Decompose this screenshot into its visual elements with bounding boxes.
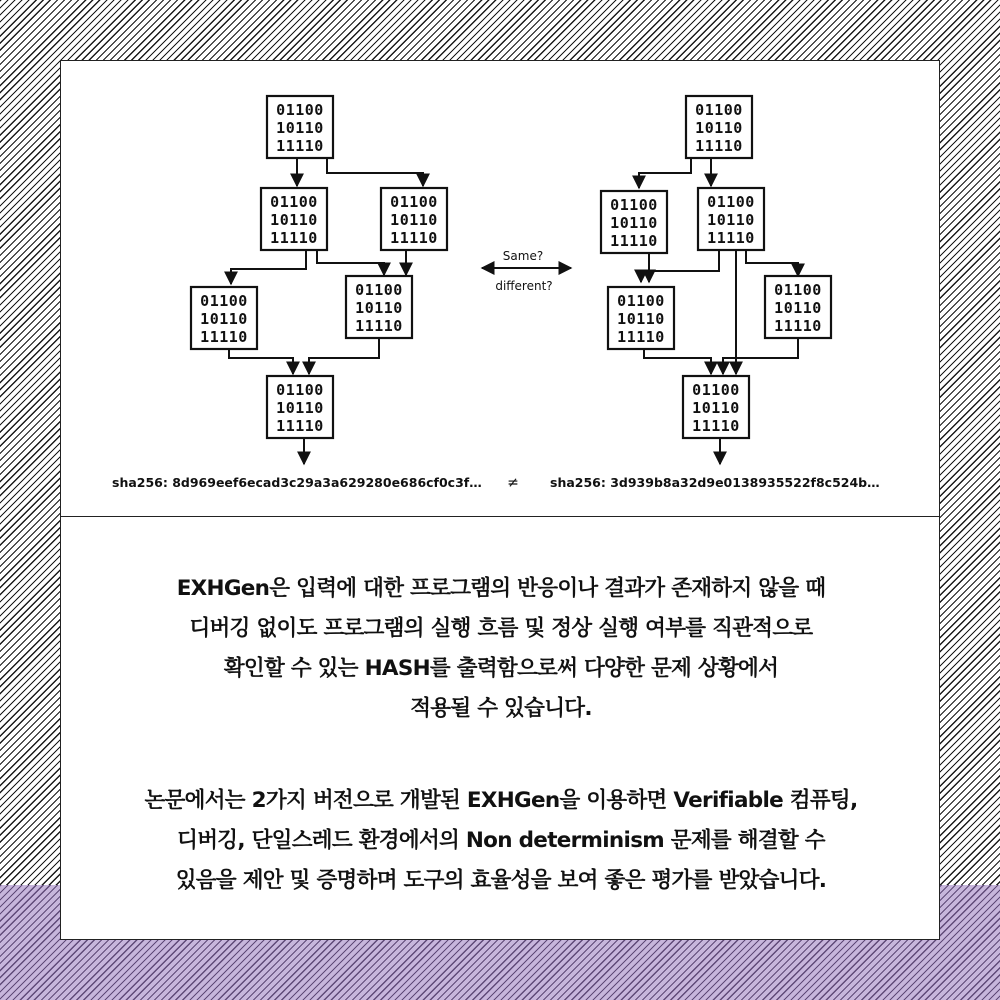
left-block-low-b (346, 276, 412, 338)
block-binary-line: 10110 (707, 211, 755, 229)
block-binary-line: 01100 (610, 196, 658, 214)
block-binary-line: 10110 (695, 119, 743, 137)
block-binary-line: 10110 (276, 119, 324, 137)
paragraph-2-line: 디버깅, 단일스레드 환경에서의 Non determinism 문제를 해결할 수 (177, 828, 825, 853)
left-block-mid-b (381, 188, 447, 250)
block-binary-line: 01100 (695, 101, 743, 119)
hash-comparison-diagram (61, 61, 941, 516)
left-block-root (267, 96, 333, 158)
right-block-low-b (765, 276, 831, 338)
block-binary-line: 10110 (774, 299, 822, 317)
block-binary-line: 11110 (695, 137, 743, 155)
paragraph-1-line: 디버깅 없이도 프로그램의 실행 흐름 및 정상 실행 여부를 직관적으로 (189, 616, 813, 641)
block-binary-line: 01100 (390, 193, 438, 211)
block-binary-line: 10110 (200, 310, 248, 328)
block-binary-line: 10110 (610, 214, 658, 232)
block-binary-line: 10110 (617, 310, 665, 328)
block-binary-line: 11110 (270, 229, 318, 247)
block-binary-line: 01100 (355, 281, 403, 299)
block-binary-line: 11110 (276, 417, 324, 435)
card-divider (61, 516, 939, 517)
block-binary-line: 11110 (390, 229, 438, 247)
paragraph-1-line: EXHGen은 입력에 대한 프로그램의 반응이나 결과가 존재하지 않을 때 (176, 576, 826, 601)
right-block-low-a (608, 287, 674, 349)
right-block-mid-b (698, 188, 764, 250)
same-question-label: Same? (502, 249, 544, 263)
block-binary-line: 01100 (774, 281, 822, 299)
paragraph-1-line: 확인할 수 있는 HASH를 출력함으로써 다양한 문제 상황에서 (223, 656, 779, 681)
different-question-label: different? (495, 279, 553, 293)
block-binary-line: 01100 (200, 292, 248, 310)
left-block-output (267, 376, 333, 438)
content-card (60, 60, 940, 940)
block-binary-line: 11110 (774, 317, 822, 335)
block-binary-line: 01100 (692, 381, 740, 399)
left-hash-label: sha256: 8d969eef6ecad3c29a3a629280e686cf0c3f… (112, 475, 482, 490)
right-block-output (683, 376, 749, 438)
paragraph-2-line: 논문에서는 2가지 버전으로 개발된 EXHGen을 이용하면 Verifiable 컴퓨팅, (144, 788, 858, 813)
paragraph-2-line: 있음을 제안 및 증명하며 도구의 효율성을 보여 좋은 평가를 받았습니다. (175, 868, 827, 893)
block-binary-line: 01100 (276, 101, 324, 119)
block-binary-line: 10110 (355, 299, 403, 317)
block-binary-line: 10110 (270, 211, 318, 229)
block-binary-line: 10110 (276, 399, 324, 417)
block-binary-line: 10110 (692, 399, 740, 417)
block-binary-line: 01100 (707, 193, 755, 211)
block-binary-line: 11110 (610, 232, 658, 250)
block-binary-line: 11110 (707, 229, 755, 247)
right-hash-label: sha256: 3d939b8a32d9e0138935522f8c524b… (550, 475, 880, 490)
block-binary-line: 11110 (617, 328, 665, 346)
block-binary-line: 10110 (390, 211, 438, 229)
not-equal-sign: ≠ (507, 475, 519, 491)
block-binary-line: 01100 (276, 381, 324, 399)
paragraph-1-line: 적용될 수 있습니다. (410, 696, 592, 721)
left-block-low-a (191, 287, 257, 349)
block-binary-line: 01100 (617, 292, 665, 310)
block-binary-line: 01100 (270, 193, 318, 211)
right-block-root (686, 96, 752, 158)
right-block-mid-a (601, 191, 667, 253)
description-paragraph-2 (61, 781, 941, 901)
left-block-mid-a (261, 188, 327, 250)
block-binary-line: 11110 (276, 137, 324, 155)
block-binary-line: 11110 (200, 328, 248, 346)
block-binary-line: 11110 (692, 417, 740, 435)
block-binary-line: 11110 (355, 317, 403, 335)
description-paragraph-1 (61, 569, 941, 729)
